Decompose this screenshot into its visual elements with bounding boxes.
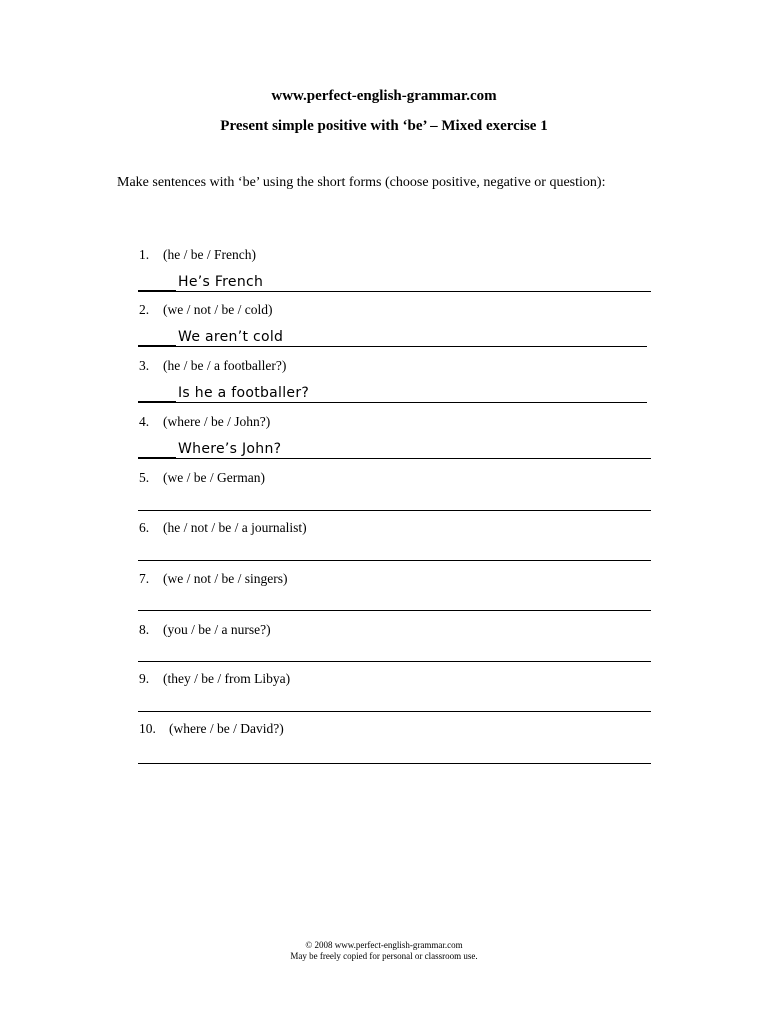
answer-blank: [138, 289, 176, 291]
answer-line-8[interactable]: [138, 641, 651, 662]
item-prompt-1: [139, 247, 256, 263]
item-prompt-10: [139, 721, 284, 737]
item-number: 5.: [139, 470, 150, 485]
item-prompt-text: (he / not / be / a journalist): [163, 520, 307, 535]
answer-line-7[interactable]: [138, 590, 651, 611]
answer-text: Where’s John?: [178, 441, 282, 457]
item-prompt-text: (he / be / a footballer?): [163, 358, 287, 373]
item-prompt-7: [139, 571, 287, 587]
item-prompt-text: (you / be / a nurse?): [163, 622, 271, 637]
item-prompt-5: [139, 470, 265, 486]
answer-line-3[interactable]: [138, 382, 647, 403]
item-prompt-8: [139, 622, 271, 638]
item-prompt-2: [139, 302, 272, 318]
item-prompt-text: (where / be / David?): [169, 721, 284, 736]
answer-blank: [138, 456, 176, 458]
answer-text: Is he a footballer?: [178, 385, 310, 401]
answer-line-5[interactable]: [138, 490, 651, 511]
item-prompt-9: [139, 671, 290, 687]
item-number: 9.: [139, 671, 150, 686]
answer-line-1[interactable]: [138, 271, 651, 292]
item-prompt-6: [139, 520, 307, 536]
footer: [0, 940, 768, 962]
item-number: 4.: [139, 414, 150, 429]
item-number: 8.: [139, 622, 150, 637]
footer-license: May be freely copied for personal or classroom use.: [290, 951, 478, 961]
item-prompt-text: (where / be / John?): [163, 414, 271, 429]
item-prompt-text: (we / be / German): [163, 470, 265, 485]
answer-line-4[interactable]: [138, 438, 651, 459]
item-number: 1.: [139, 247, 150, 262]
answer-text: We aren’t cold: [178, 329, 284, 345]
answer-line-9[interactable]: [138, 691, 651, 712]
answer-line-10[interactable]: [138, 743, 651, 764]
answer-text: He’s French: [178, 274, 264, 290]
instructions: Make sentences with ‘be’ using the short forms (choose positive, negative or question):: [117, 175, 606, 190]
item-prompt-text: (we / not / be / cold): [163, 302, 273, 317]
answer-line-6[interactable]: [138, 540, 651, 561]
item-number: 7.: [139, 571, 150, 586]
item-prompt-text: (he / be / French): [163, 247, 256, 262]
item-prompt-3: [139, 358, 286, 374]
answer-blank: [138, 344, 176, 346]
site-url: www.perfect-english-grammar.com: [271, 88, 497, 104]
page-title: Present simple positive with ‘be’ – Mixed exercise 1: [220, 118, 548, 134]
answer-blank: [138, 400, 176, 402]
item-number: 3.: [139, 358, 150, 373]
item-number: 2.: [139, 302, 150, 317]
footer-copyright: © 2008 www.perfect-english-grammar.com: [305, 940, 463, 950]
item-number: 10.: [139, 721, 156, 736]
item-number: 6.: [139, 520, 150, 535]
item-prompt-text: (they / be / from Libya): [163, 671, 291, 686]
answer-line-2[interactable]: [138, 326, 647, 347]
item-prompt-4: [139, 414, 270, 430]
item-prompt-text: (we / not / be / singers): [163, 571, 288, 586]
